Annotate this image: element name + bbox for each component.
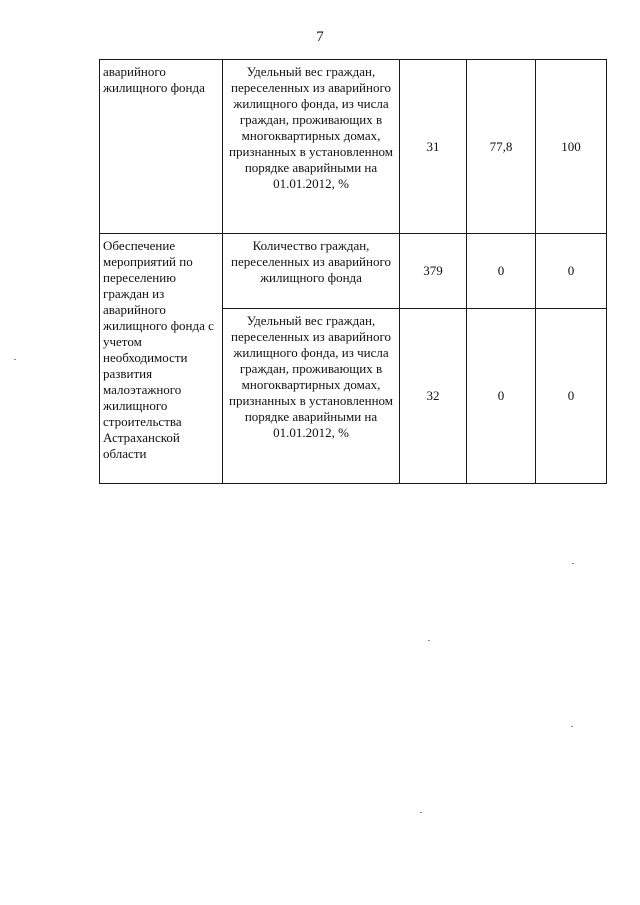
value-cell-1: 31 xyxy=(400,60,467,234)
table-row xyxy=(100,234,607,309)
value-cell-3: 100 xyxy=(536,60,607,234)
indicator-cell: Количество граждан, переселенных из аварийного жилищного фонда xyxy=(223,234,400,309)
scan-speck xyxy=(14,359,16,360)
scan-speck xyxy=(428,640,430,641)
table-row xyxy=(100,60,607,234)
value-cell-3: 0 xyxy=(536,234,607,309)
value-cell-3: 0 xyxy=(536,309,607,484)
value-cell-1: 379 xyxy=(400,234,467,309)
indicators-table xyxy=(99,59,607,484)
program-name-cell: аварийного жилищного фонда xyxy=(100,60,223,234)
scan-speck xyxy=(571,726,573,727)
page-number: 7 xyxy=(316,29,324,45)
indicator-cell: Удельный вес граждан, переселенных из аварийного жилищного фонда, из числа граждан, проживающих в многоквартирных домах, признанных в установленном порядке аварийными на 01.01.2012, % xyxy=(223,60,400,234)
program-name-cell: Обеспечение мероприятий по переселению граждан из аварийного жилищного фонда с учетом необходимости развития малоэтажного жилищного строительства Астраханской области xyxy=(100,234,223,484)
value-cell-2: 0 xyxy=(467,309,536,484)
value-cell-2: 77,8 xyxy=(467,60,536,234)
indicator-cell: Удельный вес граждан, переселенных из аварийного жилищного фонда, из числа граждан, проживающих в многоквартирных домах, признанных в установленном порядке аварийными на 01.01.2012, % xyxy=(223,309,400,484)
scan-speck xyxy=(572,563,574,564)
value-cell-1: 32 xyxy=(400,309,467,484)
value-cell-2: 0 xyxy=(467,234,536,309)
scan-speck xyxy=(420,812,422,813)
